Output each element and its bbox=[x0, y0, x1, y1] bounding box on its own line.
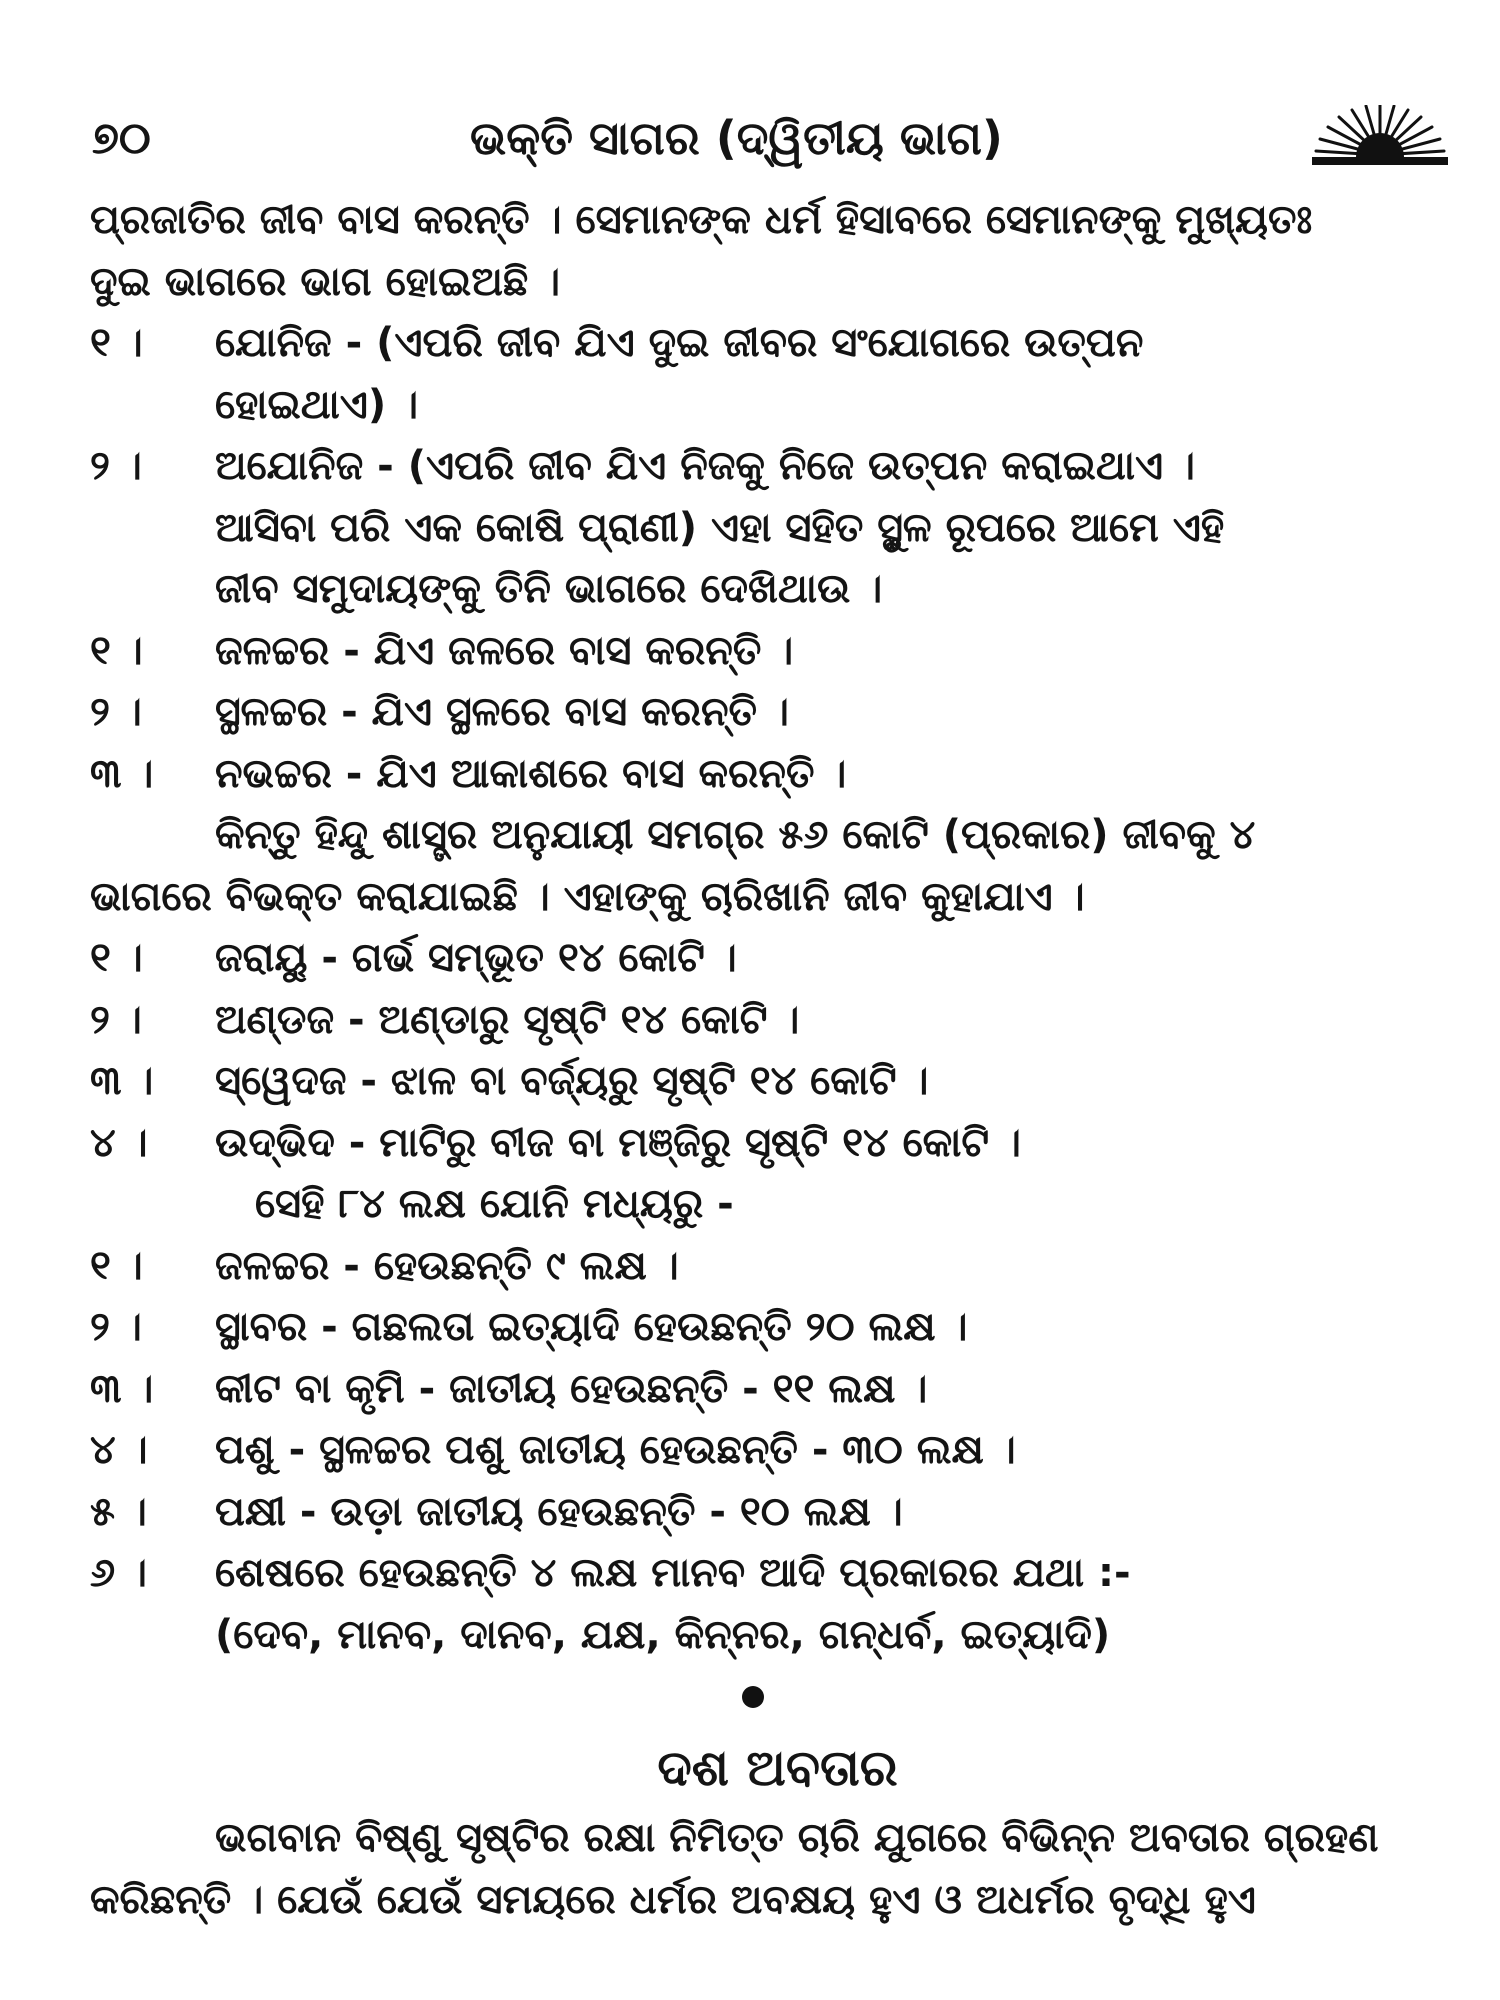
item-number: ୨ । bbox=[90, 996, 142, 1043]
item-text: ଉଦ୍ଭିଦ - ମାଟିରୁ ବୀଜ ବା ମଞ୍ଜିରୁ ସୃଷ୍ଟି ୧୪ କୋଟି । bbox=[215, 1119, 1021, 1166]
khani-item bbox=[90, 1051, 1455, 1113]
origin-item bbox=[90, 436, 1455, 498]
paragraph-line: କରିଛନ୍ତି । ଯେଉଁ ଯେଉଁ ସମୟରେ ଧର୍ମର ଅବକ୍ଷୟ ହୁଏ ଓ ଅଧର୍ମର ବୃଦ୍ଧି ହୁଏ bbox=[90, 1876, 1256, 1923]
lakh-item bbox=[90, 1236, 1455, 1298]
habitat-item bbox=[90, 744, 1455, 806]
intro-line: ପ୍ରଜାତିର ଜୀବ ବାସ କରନ୍ତି । ସେମାନଙ୍କ ଧର୍ମ ହିସାବରେ ସେମାନଙ୍କୁ ମୁଖ୍ୟତଃ bbox=[90, 197, 1313, 243]
khani-item bbox=[90, 1113, 1455, 1175]
lakh-item bbox=[90, 1543, 1455, 1605]
khani-item bbox=[90, 990, 1455, 1052]
item-text: ପକ୍ଷୀ - ଉଡ଼ା ଜାତୀୟ ହେଉଛନ୍ତି - ୧୦ ଲକ୍ଷ । bbox=[215, 1488, 903, 1535]
item-number: ୫ । bbox=[90, 1488, 147, 1535]
item-text: ସ୍ୱେଦଜ - ଝାଳ ବା ବର୍ଜ୍ୟରୁ ସୃଷ୍ଟି ୧୪ କୋଟି । bbox=[215, 1058, 929, 1104]
paragraph-first-line: କିନ୍ତୁ ହିନ୍ଦୁ ଶାସ୍ତ୍ର ଅନୁଯାୟୀ ସମଗ୍ର ୫୬ କୋଟି (ପ୍ରକାର) ଜୀବକୁ ୪ bbox=[215, 812, 1256, 858]
intro-line: ଦୁଇ ଭାଗରେ ଭାଗ ହୋଇଅଛି । bbox=[90, 258, 561, 305]
item-text: କୀଟ ବା କୃମି - ଜାତୀୟ ହେଉଛନ୍ତି - ୧୧ ଲକ୍ଷ । bbox=[215, 1365, 928, 1412]
item-number: ୪ । bbox=[90, 1119, 148, 1166]
item-number: ୧ । bbox=[90, 320, 143, 366]
item-text: ପଶୁ - ସ୍ଥଳଚ୍ଚର ପଶୁ ଜାତୀୟ ହେଉଛନ୍ତି - ୩୦ ଲକ୍ଷ । bbox=[215, 1427, 1016, 1473]
item-number: ୩ । bbox=[90, 1365, 154, 1412]
paragraph-first-line: ଭଗବାନ ବିଷ୍ଣୁ ସୃଷ୍ଟିର ରକ୍ଷା ନିମିତ୍ତ ଚାରି ଯୁଗରେ ବିଭିନ୍ନ ଅବତାର ଗ୍ରହଣ bbox=[215, 1815, 1379, 1861]
item-text: ଶେଷରେ ହେଉଛନ୍ତି ୪ ଲକ୍ଷ ମାନବ ଆଦି ପ୍ରକାରର ଯଥା :- bbox=[215, 1550, 1131, 1596]
origin-item bbox=[90, 313, 1455, 375]
rising-sun-icon bbox=[1308, 105, 1452, 167]
khani-item bbox=[90, 928, 1455, 990]
item-text: ଅଯୋନିଜ - (ଏପରି ଜୀବ ଯିଏ ନିଜକୁ ନିଜେ ଉତ୍ପନ କରାଇଥାଏ । bbox=[215, 443, 1196, 489]
running-title: ଭକ୍ତି ସାଗର (ଦ୍ୱିତୀୟ ଭାଗ) bbox=[470, 111, 1003, 165]
item-number: ୧ । bbox=[90, 1242, 143, 1289]
lakh-item bbox=[90, 1420, 1455, 1482]
item-number: ୧ । bbox=[90, 935, 143, 981]
item-text: ସ୍ଥାବର - ଗଛଲତା ଇତ୍ୟାଦି ହେଉଛନ୍ତି ୨୦ ଲକ୍ଷ । bbox=[215, 1304, 968, 1350]
lakh-intro-line: ସେହି ୮୪ ଲକ୍ଷ ଯୋନି ମଧ୍ୟରୁ - bbox=[255, 1181, 734, 1227]
item-continuation: ହୋଇଥାଏ) । bbox=[215, 381, 419, 428]
page-body bbox=[90, 190, 1455, 1931]
item-continuation: ଜୀବ ସମୁଦାୟଙ୍କୁ ତିନି ଭାଗରେ ଦେଖିଥାଉ । bbox=[215, 566, 883, 612]
item-text: ଜଳଚ୍ଚର - ଯିଏ ଜଳରେ ବାସ କରନ୍ତି । bbox=[215, 627, 794, 674]
item-text: ଜଳଚ୍ଚର - ହେଉଛନ୍ତି ୯ ଲକ୍ଷ । bbox=[215, 1242, 679, 1289]
item-text: ନଭଚ୍ଚର - ଯିଏ ଆକାଶରେ ବାସ କରନ୍ତି । bbox=[215, 750, 847, 797]
lakh-item bbox=[90, 1482, 1455, 1544]
page-header bbox=[0, 105, 1500, 175]
item-continuation: (ଦେବ, ମାନବ, ଦାନବ, ଯକ୍ଷ, କିନ୍ନର, ଗନ୍ଧର୍ବ, ଇତ୍ୟାଦି) bbox=[215, 1611, 1111, 1658]
item-number: ୪ । bbox=[90, 1427, 148, 1473]
item-text: ଜରାୟୁ - ଗର୍ଭ ସମ୍ଭୂତ ୧୪ କୋଟି । bbox=[215, 935, 737, 981]
section-heading: ଦଶ ଅବତାର bbox=[657, 1739, 898, 1797]
section-divider bbox=[90, 1666, 1455, 1728]
lakh-item bbox=[90, 1359, 1455, 1421]
habitat-item bbox=[90, 621, 1455, 683]
bullet-dot-icon bbox=[742, 1686, 764, 1708]
item-number: ୩ । bbox=[90, 750, 154, 797]
item-number: ୧ । bbox=[90, 627, 143, 674]
item-text: ଯୋନିଜ - (ଏପରି ଜୀବ ଯିଏ ଦୁଇ ଜୀବର ସଂଯୋଗରେ ଉତ୍ପନ bbox=[215, 320, 1144, 366]
lakh-item bbox=[90, 1297, 1455, 1359]
paragraph-line: ଭାଗରେ ବିଭକ୍ତ କରାଯାଇଛି । ଏହାଙ୍କୁ ଚାରିଖାନି ଜୀବ କୁହାଯାଏ । bbox=[90, 873, 1085, 920]
item-number: ୩ । bbox=[90, 1058, 154, 1104]
item-number: ୬ । bbox=[90, 1550, 148, 1596]
item-number: ୨ । bbox=[90, 1304, 142, 1350]
page-number: ୭୦ bbox=[92, 113, 151, 164]
item-text: ଅଣ୍ଡଜ - ଅଣ୍ଡାରୁ ସୃଷ୍ଟି ୧୪ କୋଟି । bbox=[215, 996, 800, 1043]
item-number: ୨ । bbox=[90, 689, 142, 735]
item-text: ସ୍ଥଳଚ୍ଚର - ଯିଏ ସ୍ଥଳରେ ବାସ କରନ୍ତି । bbox=[215, 689, 789, 735]
item-continuation: ଆସିବା ପରି ଏକ କୋଷି ପ୍ରାଣୀ) ଏହା ସହିତ ସ୍ଥୁଳ ରୂପରେ ଆମେ ଏହି bbox=[215, 504, 1225, 551]
habitat-item bbox=[90, 682, 1455, 744]
item-number: ୨ । bbox=[90, 443, 142, 489]
